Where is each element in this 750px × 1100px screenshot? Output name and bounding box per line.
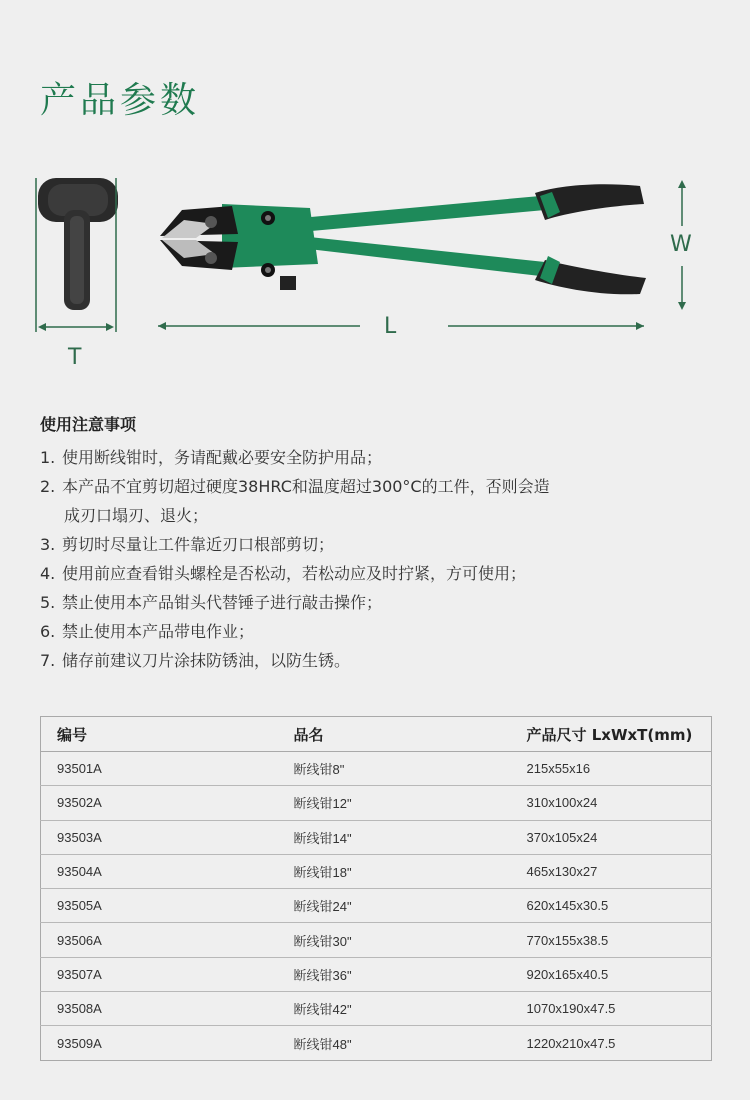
- note-item: 7. 储存前建议刀片涂抹防锈油，以防生锈。: [40, 651, 351, 670]
- notes-list: [40, 443, 720, 675]
- header-code: 编号: [41, 717, 278, 752]
- bolt-cutter-illustration: [0, 160, 750, 390]
- cell-name: 断线钳36": [278, 957, 511, 991]
- cell-name: 断线钳18": [278, 854, 511, 888]
- cell-size: 770x155x38.5: [511, 923, 712, 957]
- page-title: 产品参数: [40, 80, 201, 121]
- cell-code: 93506A: [41, 923, 278, 957]
- table-row: [41, 957, 712, 991]
- cell-name: 断线钳30": [278, 923, 511, 957]
- cell-code: 93505A: [41, 889, 278, 923]
- product-diagram: [0, 160, 750, 390]
- cell-code: 93502A: [41, 786, 278, 820]
- note-item: 5. 禁止使用本产品钳头代替锤子进行敲击操作；: [40, 593, 383, 612]
- table-row: [41, 786, 712, 820]
- spec-table: [40, 716, 712, 1061]
- cell-size: 1220x210x47.5: [511, 1026, 712, 1060]
- cell-name: 断线钳48": [278, 1026, 511, 1060]
- note-item: 6. 禁止使用本产品带电作业；: [40, 622, 255, 641]
- table-row: [41, 820, 712, 854]
- cell-code: 93504A: [41, 854, 278, 888]
- table-row: [41, 1026, 712, 1060]
- cell-name: 断线钳8": [278, 752, 511, 786]
- table-row: [41, 752, 712, 786]
- cell-code: 93501A: [41, 752, 278, 786]
- cell-size: 920x165x40.5: [511, 957, 712, 991]
- table-row: [41, 854, 712, 888]
- cell-size: 310x100x24: [511, 786, 712, 820]
- note-item: 4. 使用前应查看钳头螺栓是否松动，若松动应及时拧紧，方可使用；: [40, 564, 527, 583]
- cell-size: 370x105x24: [511, 820, 712, 854]
- side-view: [36, 178, 118, 332]
- bolt-cutter: [160, 184, 646, 294]
- note-item: 3. 剪切时尽量让工件靠近刃口根部剪切；: [40, 535, 335, 554]
- note-item: 1. 使用断线钳时，务请配戴必要安全防护用品；: [40, 448, 383, 467]
- cell-code: 93503A: [41, 820, 278, 854]
- cell-name: 断线钳24": [278, 889, 511, 923]
- cell-size: 465x130x27: [511, 854, 712, 888]
- table-row: [41, 889, 712, 923]
- dimension-label-l: L: [384, 314, 397, 339]
- cell-code: 93509A: [41, 1026, 278, 1060]
- cell-name: 断线钳12": [278, 786, 511, 820]
- note-item: 2. 本产品不宜剪切超过硬度38HRC和温度超过300°C的工件，否则会造 成刃口塌刃、退火；: [40, 477, 550, 525]
- table-row: [41, 992, 712, 1026]
- header-size: 产品尺寸 LxWxT(mm): [511, 717, 712, 752]
- usage-notes: [40, 412, 720, 675]
- notes-heading: 使用注意事项: [40, 415, 137, 434]
- cell-name: 断线钳42": [278, 992, 511, 1026]
- cell-code: 93508A: [41, 992, 278, 1026]
- table-row: [41, 923, 712, 957]
- dimension-label-t: T: [68, 345, 82, 370]
- cell-size: 1070x190x47.5: [511, 992, 712, 1026]
- cell-name: 断线钳14": [278, 820, 511, 854]
- cell-code: 93507A: [41, 957, 278, 991]
- table-header-row: [41, 717, 712, 752]
- dimension-label-w: W: [670, 232, 692, 257]
- cell-size: 620x145x30.5: [511, 889, 712, 923]
- header-name: 品名: [278, 717, 511, 752]
- length-dimension: [158, 322, 644, 330]
- cell-size: 215x55x16: [511, 752, 712, 786]
